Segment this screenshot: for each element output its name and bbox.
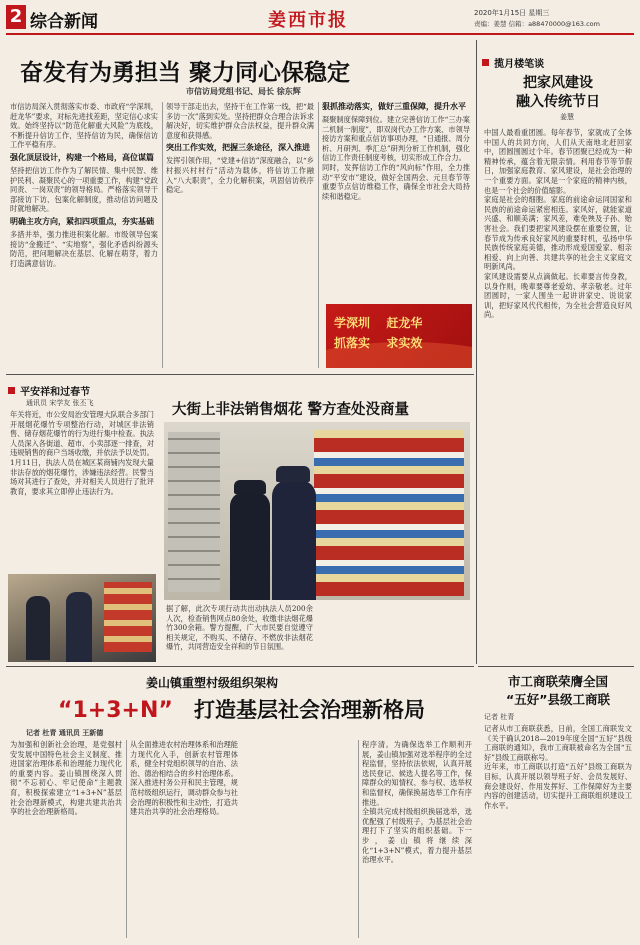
lead-col3-subhead1: 狠抓推动落实，做好三重保障，提升水平 [322, 102, 466, 111]
column-author: 姜慧 [560, 113, 574, 121]
section-label: 揽月楼笔谈 [494, 59, 545, 70]
lead-headline: 奋发有为勇担当 聚力同心保稳定 [20, 60, 351, 86]
divider [358, 740, 359, 938]
photo-left-text2: 1月11日，执法人员在城区某商铺内发现大量非法存放的烟花爆竹，涉嫌违法经营。民警当场对其进行了查处，并对相关人员进行了批评教育，要求其立即停止违法行为。 [10, 457, 154, 496]
lead-col1-text2: 坚持把信访工作作为了解民情、集中民智、维护民利、凝聚民心的一项重要工作，构建“党政同责、一岗双责”的领导格局。严格落实领导干部接访下访、包案化解制度，推动信访问题及时就地解决。 [10, 165, 158, 214]
police-figure [26, 596, 50, 660]
square-icon [8, 387, 15, 394]
divider [318, 102, 319, 368]
lead-col-1 [10, 102, 158, 370]
bottom-col4-text: 全镇共完成村级组织换届选举，选优配强了村级班子，为基层社会治理打下了坚实的组织基础。下一步，姜山镇将继续深化“1+3+N”模式，着力提升基层治理水平。 [362, 807, 472, 865]
banner-word-1: 学深圳 [334, 316, 371, 330]
photo-mid-text [166, 604, 468, 664]
banner-word-3: 抓落实 [334, 336, 371, 350]
police-cap [234, 480, 266, 494]
editor-line: 责编：姜慧 信箱：a88470000@163.com [474, 20, 600, 28]
shelf-left [168, 432, 220, 592]
page-number: 2 [9, 6, 23, 27]
police-photo-small [8, 574, 156, 662]
police-officer [230, 492, 270, 600]
shop-shelf [104, 582, 152, 652]
divider [126, 740, 127, 938]
lead-col2-text2: 发挥引领作用，“党建+信访”深度融合，以“乡村振兴村村行”活动为载体，将信访工作融入“八大职责”，全力化解积案，巩固信访秩序稳定。 [166, 156, 314, 195]
bottom-col-1 [10, 740, 122, 940]
banner-word-2: 赶龙华 [386, 316, 423, 330]
bottom-headline-formula: “1+3+N” [58, 698, 173, 723]
lead-col1-text: 市信访局深入贯彻落实市委、市政府“学深圳，赶龙华”要求，对标先进找差距，坚定信心求实效。始终坚持以“防范化解重大风险”为底线，不断提升信访工作，坚持信访为民，确保信访工作平稳有序。 [10, 102, 158, 150]
lead-col2-text: 领导干部走出去，坚持干在工作第一线，把“最多访一次”落到实处。坚持把群众合理合法诉求解决好，切实维护群众合法权益，提升群众满意度和获得感。 [166, 102, 314, 140]
mid-news-body [484, 724, 632, 940]
section-name: 综合新闻 [30, 12, 98, 32]
square-icon [482, 59, 489, 66]
photo-section-byline: 通讯员 宋学友 张丕飞 [26, 399, 94, 407]
photo-mid-text-body: 据了解，此次专项行动共出动执法人员200余人次，检查销售网点80余处，收缴非法烟花爆竹300余箱。警方提醒，广大市民要自觉遵守相关规定，不购买、不储存、不燃放非法烟花爆竹，共同营造安全祥和的节日氛围。 [166, 604, 313, 652]
divider [162, 102, 163, 368]
masthead [0, 0, 640, 36]
divider [478, 666, 634, 667]
shop-shelf [314, 430, 464, 596]
lead-byline: 市信访局党组书记、局长 徐东辉 [186, 87, 301, 96]
photo-headline: 大街上非法销售烟花 警方查处没商量 [172, 402, 410, 418]
bottom-headline [58, 694, 425, 724]
photo-section-label [8, 380, 90, 399]
banner-line-2 [334, 334, 422, 351]
police-inspection-photo [164, 422, 470, 600]
lead-col3-text: 凝聚制度保障到位。建立完善信访工作“三办案二机制一制度”，即双岗代办工作方案、市领导接访方案和重点信访事项办理，“日通报、周分析、月研判、季汇总”研判分析工作机制，强化信访工作责任制度考核，切实形成工作合力。 [322, 115, 470, 163]
police-officer [272, 480, 316, 600]
lead-col-2 [166, 102, 314, 370]
bottom-kicker: 姜山镇重塑村级组织架构 [146, 676, 279, 690]
divider [476, 40, 477, 664]
column-body-p3: 家风建设需要从点滴做起。长辈要言传身教，以身作则，晚辈要尊老爱幼、孝亲敬老。过年团圆时，一家人围坐一起讲讲家史、说说家训，把好家风代代相传，为全社会营造良好风尚。 [484, 271, 632, 320]
slogan-banner [326, 304, 472, 368]
mid-news-headline-2: “五好”县级工商联 [506, 692, 610, 707]
column-title-line1: 把家风建设 [523, 75, 593, 91]
column-body-p2: 家庭是社会的细胞。家庭的前途命运同国家和民族的前途命运紧密相连。家风好，就能家道兴盛、和顺美满；家风差，难免殃及子孙、贻害社会。我们要把家风建设摆在重要位置，让春节成为传承良好家风的重要时机，弘扬中华民族传统家庭美德，推动形成爱国爱家、相亲相爱、向上向善、共建共享的社会主义家庭文明新风尚。 [484, 195, 632, 272]
lead-col1-text3: 多措并举，强力推进积案化解。市级领导包案接访“金搬迁”、“实地察”，强化矛盾纠纷源头防范，把问题解决在基层、化解在萌芽，着力打造满意信访。 [10, 229, 158, 268]
bottom-col1-text: 为加强和创新社会治理，是党强村安发展中国特色社会主义制度、推进国家治理体系和治理能力现代化的重要内容。姜山镇围绕深入贯彻“不忘初心、牢记使命”主题教育，积极探索建立“1+3+N”基层社会治理新模式，构建共建共治共享的社会治理新格局。 [10, 740, 122, 817]
mid-news-headline-1: 市工商联荣膺全国 [507, 674, 608, 689]
lead-col2-subhead1: 突出工作实效，把握三条途径，深入推进 [166, 143, 310, 153]
lead-col1-subhead1: 强化顶层设计，构建一个格局，高位谋篇 [10, 152, 154, 162]
bottom-col3-text: 程序清。为确保选举工作顺利开展，姜山镇加强对选举程序的全过程监督，坚持依法依规，认真开展选民登记、候选人提名等工作，保障群众的知情权、参与权、选举权和监督权，确保换届选举工作有序推进。 [362, 740, 472, 807]
police-figure [66, 592, 92, 662]
page-number-box [6, 5, 26, 29]
mid-news-body-p1: 记者从市工商联获悉，日前，全国工商联发文《关于确认2018—2019年度全国“五好”县级工商联的通知》，我市工商联被命名为全国“五好”县级工商联称号。 [484, 724, 632, 762]
bottom-col2-text: 从全面推进农村治理体系和治理能力现代化入手，创新农村管理体系，健全村党组织领导的自治、法治、德治相结合的乡村治理体系。深入推进村务公开和民主管理，规范村级组织运行，调动群众参与社会治理的积极性和主动性，打造共建共治共享的社会治理格局。 [130, 740, 238, 817]
column-section-label [482, 52, 544, 71]
issue-date: 2020年1月15日 星期三 [474, 9, 550, 17]
bottom-headline-title: 打造基层社会治理新格局 [193, 698, 425, 722]
photo-left-text: 年关将近，市公安局治安管理大队联合多部门开展烟花爆竹专项整治行动，对城区非法销售、储存烟花爆竹的行为进行集中检查。执法人员深入各街道、超市、小卖部逐一排查，对违规销售的商户当场收缴，并依法予以处罚。 [10, 410, 154, 458]
police-cap [276, 466, 310, 482]
lead-col1-subhead2: 明确主攻方向，紧扣四项重点，夯实基础 [10, 216, 154, 226]
divider [6, 374, 474, 375]
bottom-col-3 [362, 740, 472, 940]
photo-section-left-text [10, 410, 154, 568]
divider [6, 666, 474, 667]
mid-news-body-p2: 近年来，市工商联以打造“五好”县级工商联为目标，认真开展以领导班子好、会员发展好、商会建设好、作用发挥好、工作保障好为主要内容的创建活动，切实提升工商联组织建设工作水平。 [484, 762, 632, 810]
banner-line-1 [334, 314, 422, 331]
bottom-byline: 记者 杜青 通讯员 王新德 [26, 729, 104, 737]
banner-word-4: 求实效 [386, 336, 423, 350]
masthead-rule [6, 33, 634, 35]
mid-news-byline: 记者 杜青 [484, 713, 515, 721]
section-label: 平安祥和过春节 [20, 387, 91, 398]
column-body-p1: 中国人最看重团圆。每年春节，家就成了全体中国人的共同方向，人们从天南地北赶回家中，团圆围圆过个年。春节团聚已经成为一种精神传承，蕴含着无限亲情。利用春节等节假日，加强家庭教育、家风建设，是社会治理的一个重要方面。家风是一个家庭的精神内核，也是一个社会的价值缩影。 [484, 128, 632, 195]
lead-col3-text2: 同时，发挥信访工作的“风向标”作用，全力推动“平安市”建设，做好全国两会、元旦春节等重要节点信访维稳工作，确保全市社会大局持续和谐稳定。 [322, 162, 470, 201]
bottom-col-2 [130, 740, 354, 940]
paper-name-logo: 姜西市报 [268, 10, 348, 31]
lead-col-3 [322, 102, 470, 298]
column-title-line2: 融入传统节日 [516, 94, 600, 110]
column-body [484, 128, 632, 648]
